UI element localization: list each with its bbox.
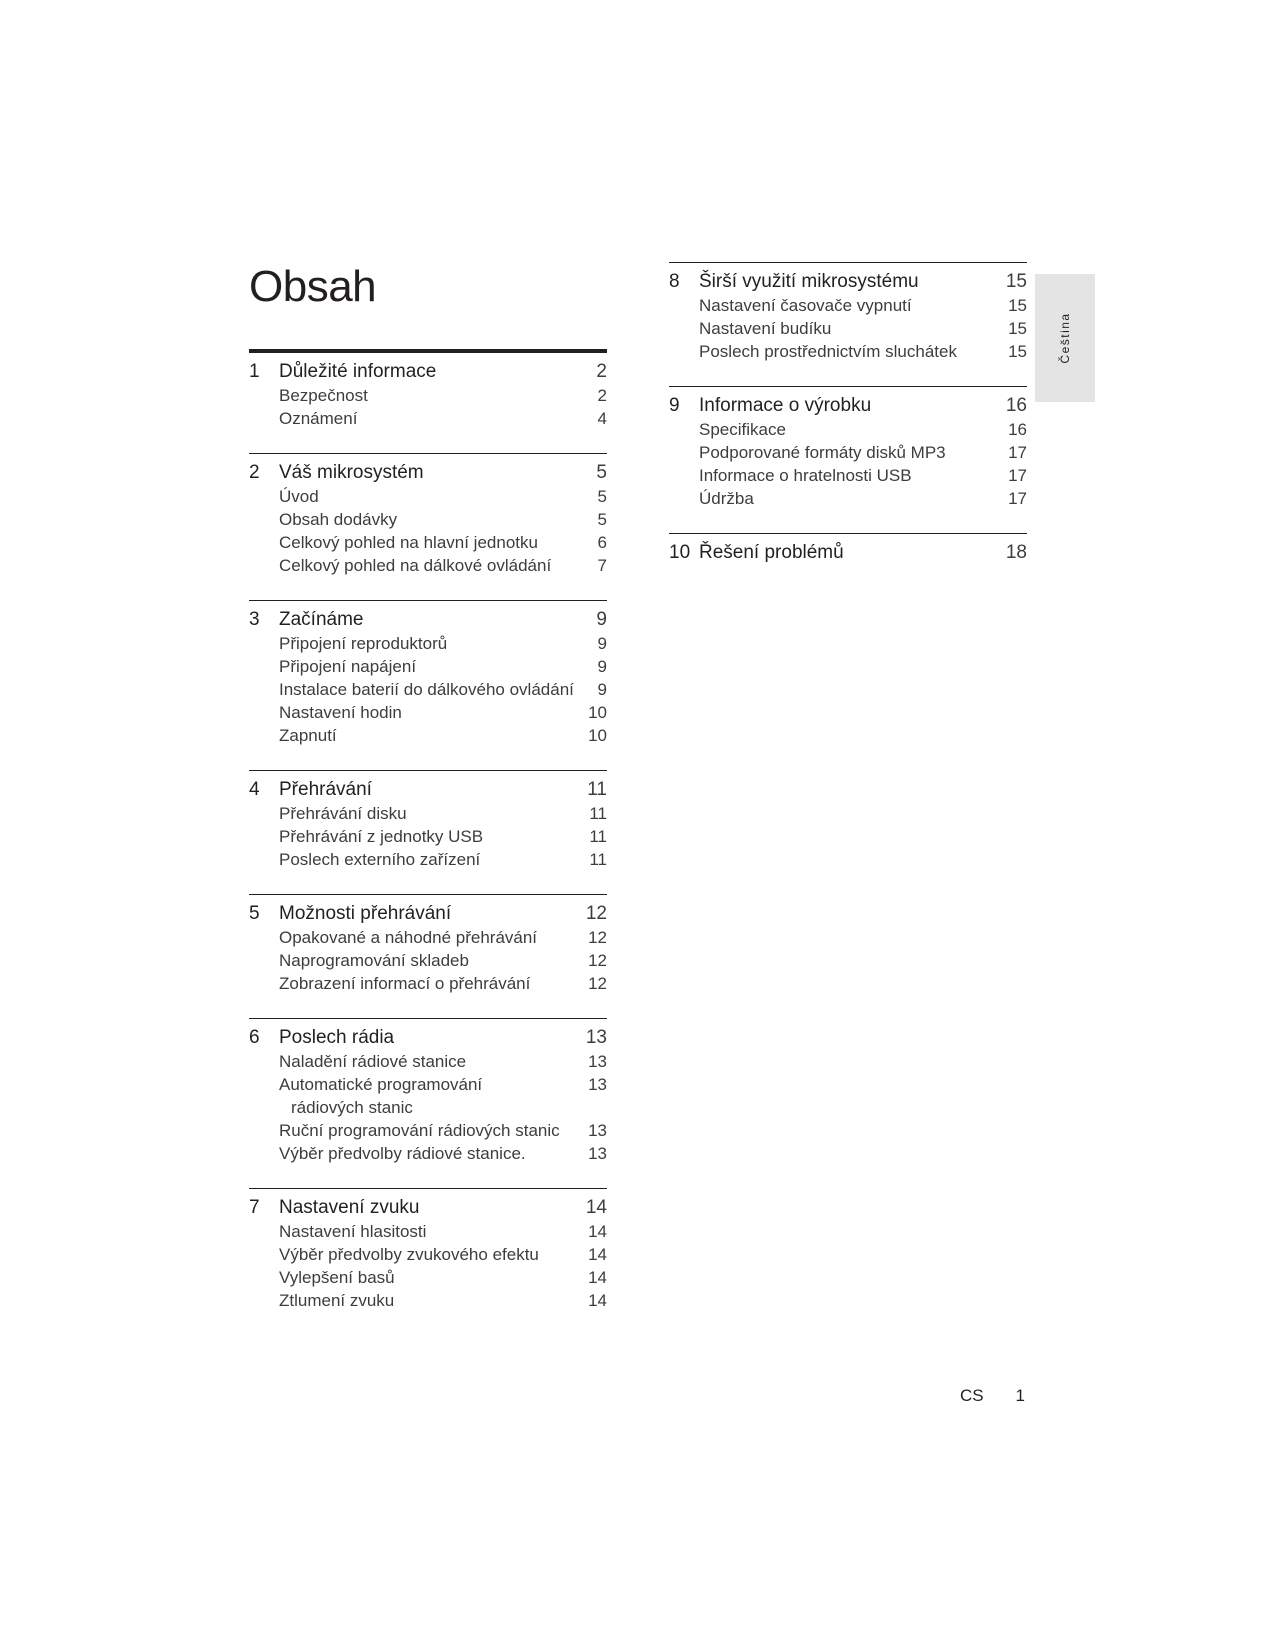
entry-label [279,1243,579,1266]
section-number: 1 [249,361,260,382]
toc-entry[interactable] [249,825,607,848]
entry-page-number: 14 [588,1245,607,1264]
entry-page-number: 15 [1008,296,1027,315]
entry-page-number: 14 [588,1222,607,1241]
footer-page-number: 1 [1015,1386,1025,1405]
toc-entry[interactable] [249,1119,607,1142]
section-page-number: 11 [587,779,607,800]
entry-label-text: Zapnutí [279,726,337,745]
entry-page-number: 11 [589,827,607,846]
entry-label [279,407,579,430]
entry-page-number: 13 [588,1052,607,1071]
section-page-number: 2 [596,361,607,382]
toc-entry[interactable] [669,464,1027,487]
entry-label-text: Úvod [279,487,319,506]
section-title: Důležité informace [279,361,437,382]
toc-entry[interactable] [249,1220,607,1243]
toc-entry[interactable] [249,1142,607,1165]
entry-label [279,1142,579,1165]
toc-entry[interactable] [249,1266,607,1289]
entry-label [279,949,579,972]
entry-label-text: Údržba [699,489,754,508]
toc-entry[interactable] [249,384,607,407]
toc-section-heading[interactable] [249,901,607,926]
entry-label-text: Automatické programování [279,1075,483,1094]
entry-page-number: 9 [597,657,607,676]
toc-section [249,600,607,747]
entry-label-text: Nastavení hodin [279,703,402,722]
section-page-number: 16 [1005,395,1027,416]
toc-entry[interactable] [669,317,1027,340]
toc-entry[interactable] [669,294,1027,317]
entry-label [699,441,999,464]
entry-label-text: Výběr předvolby rádiové stanice. [279,1144,526,1163]
entry-label-text: Ztlumení zvuku [279,1291,395,1310]
section-number: 2 [249,462,260,483]
toc-entry[interactable] [249,1243,607,1266]
toc-section [669,533,1027,565]
toc-entry[interactable] [249,485,607,508]
entry-page-number: 14 [588,1268,607,1287]
toc-section [249,894,607,995]
entry-page-number: 15 [1008,342,1027,361]
entry-label-text: Informace o hratelnosti USB [699,466,912,485]
entry-label [699,464,999,487]
section-page-number: 15 [1005,271,1027,292]
language-tab [1035,274,1095,402]
entry-label-text: Přehrávání disku [279,804,407,823]
entry-label-text: Podporované formáty disků MP3 [699,443,946,462]
entry-label-continuation: rádiových stanic [291,1098,413,1117]
toc-section-heading[interactable] [249,460,607,485]
toc-section-heading[interactable] [249,777,607,802]
entry-label [279,825,579,848]
entry-label [279,554,579,577]
section-page-number: 9 [596,609,607,630]
entry-label-text: Instalace baterií do dálkového ovládání [279,680,574,699]
section-title: Začínáme [279,609,364,630]
page-title: Obsah [249,262,377,311]
entry-label-text: Nastavení budíku [699,319,832,338]
entry-label-text: Celkový pohled na hlavní jednotku [279,533,538,552]
section-number: 3 [249,609,260,630]
entry-label [279,655,579,678]
section-title: Širší využití mikrosystému [699,271,919,292]
entry-label [279,972,579,995]
entry-label-text: Nastavení časovače vypnutí [699,296,912,315]
entry-label-text: Připojení reproduktorů [279,634,448,653]
section-number: 5 [249,903,260,924]
entry-label-text: Naprogramování skladeb [279,951,469,970]
entry-page-number: 13 [588,1121,607,1140]
toc-entry[interactable] [249,1289,607,1312]
toc-entry[interactable] [249,802,607,825]
entry-page-number: 9 [597,680,607,699]
toc-entry[interactable] [249,678,607,701]
entry-label [279,632,579,655]
toc-entry[interactable] [249,531,607,554]
section-number: 9 [669,395,680,416]
toc-entry[interactable] [249,724,607,747]
section-number: 8 [669,271,680,292]
entry-label [699,487,999,510]
entry-label [279,1289,579,1312]
section-number: 10 [669,542,691,563]
entry-label-text: Naladění rádiové stanice [279,1052,467,1071]
section-number: 7 [249,1197,260,1218]
entry-page-number: 15 [1008,319,1027,338]
entry-label [699,418,999,441]
section-title: Nastavení zvuku [279,1197,420,1218]
toc-entry[interactable] [249,848,607,871]
toc-entry[interactable] [249,1073,607,1119]
entry-page-number: 17 [1008,489,1027,508]
section-page-number: 12 [585,903,607,924]
entry-label [279,1050,579,1073]
toc-entry[interactable] [669,418,1027,441]
entry-label-text: Vylepšení basů [279,1268,395,1287]
entry-label [279,1220,579,1243]
entry-label [279,485,579,508]
entry-label-text: Přehrávání z jednotky USB [279,827,484,846]
entry-page-number: 13 [588,1075,607,1094]
entry-page-number: 5 [597,487,607,506]
entry-page-number: 10 [588,726,607,745]
toc-section [249,1018,607,1165]
entry-label [279,701,579,724]
toc-entry[interactable] [249,1050,607,1073]
toc-section-heading[interactable] [669,269,1027,294]
section-number: 4 [249,779,260,800]
entry-page-number: 5 [597,510,607,529]
section-title: Přehrávání [279,779,372,800]
entry-label [279,848,579,871]
entry-page-number: 4 [597,409,607,428]
toc-entry[interactable] [249,655,607,678]
entry-page-number: 11 [589,804,607,823]
toc-entry[interactable] [249,508,607,531]
entry-page-number: 12 [588,928,607,947]
toc-column-right [669,262,1027,588]
entry-page-number: 9 [597,634,607,653]
toc-column-left [249,353,607,1335]
entry-page-number: 2 [597,386,607,405]
entry-page-number: 14 [588,1291,607,1310]
entry-label-text: Specifikace [699,420,786,439]
entry-page-number: 16 [1008,420,1027,439]
section-page-number: 14 [585,1197,607,1218]
entry-label-text: Oznámení [279,409,358,428]
entry-label-text: Bezpečnost [279,386,368,405]
toc-section-heading[interactable] [249,1025,607,1050]
toc-section [249,353,607,430]
toc-entry[interactable] [249,949,607,972]
language-tab-label: Čeština [1058,312,1072,364]
toc-section [249,453,607,577]
entry-label-text: Zobrazení informací o přehrávání [279,974,531,993]
section-title: Informace o výrobku [699,395,872,416]
entry-label [279,1119,579,1142]
toc-entry[interactable] [249,632,607,655]
entry-label-text: Obsah dodávky [279,510,398,529]
entry-label [699,294,999,317]
entry-label-text: Poslech externího zařízení [279,850,481,869]
entry-page-number: 6 [597,533,607,552]
toc-section-heading[interactable] [669,540,1027,565]
entry-label [279,724,579,747]
entry-page-number: 12 [588,974,607,993]
toc-section [249,770,607,871]
toc-entry[interactable] [249,926,607,949]
toc-entry[interactable] [669,487,1027,510]
entry-label [699,340,999,363]
section-title: Poslech rádia [279,1027,395,1048]
toc-section-heading[interactable] [249,607,607,632]
entry-label [279,1266,579,1289]
footer-language-code: CS [960,1386,984,1405]
section-title: Řešení problémů [699,542,844,563]
section-title: Možnosti přehrávání [279,903,452,924]
entry-label [279,678,579,701]
toc-section [669,262,1027,363]
entry-label-text: Připojení napájení [279,657,417,676]
entry-label [279,531,579,554]
toc-section-heading[interactable] [249,359,607,384]
entry-label-text: Ruční programování rádiových stanic [279,1121,560,1140]
entry-label [279,508,579,531]
toc-entry[interactable] [249,701,607,724]
entry-label-text: Celkový pohled na dálkové ovládání [279,556,552,575]
entry-label-text: Opakované a náhodné přehrávání [279,928,538,947]
section-title: Váš mikrosystém [279,462,424,483]
toc-section-heading[interactable] [249,1195,607,1220]
toc-section [669,386,1027,510]
section-page-number: 18 [1005,542,1027,563]
toc-entry[interactable] [249,554,607,577]
toc-section-heading[interactable] [669,393,1027,418]
toc-entry[interactable] [249,972,607,995]
entry-label [699,317,999,340]
entry-page-number: 10 [588,703,607,722]
toc-entry[interactable] [669,340,1027,363]
entry-label-text: Výběr předvolby zvukového efektu [279,1245,539,1264]
toc-entry[interactable] [669,441,1027,464]
entry-label [279,384,579,407]
entry-label [279,926,579,949]
entry-page-number: 17 [1008,443,1027,462]
entry-page-number: 7 [597,556,607,575]
toc-entry[interactable] [249,407,607,430]
entry-label-text: Nastavení hlasitosti [279,1222,427,1241]
entry-label [279,802,579,825]
entry-label-text: Poslech prostřednictvím sluchátek [699,342,957,361]
entry-page-number: 17 [1008,466,1027,485]
entry-label [279,1073,579,1119]
section-page-number: 5 [596,462,607,483]
entry-page-number: 12 [588,951,607,970]
page-footer [960,1386,1025,1406]
toc-section [249,1188,607,1312]
entry-page-number: 13 [588,1144,607,1163]
entry-page-number: 11 [589,850,607,869]
section-page-number: 13 [585,1027,607,1048]
section-number: 6 [249,1027,260,1048]
